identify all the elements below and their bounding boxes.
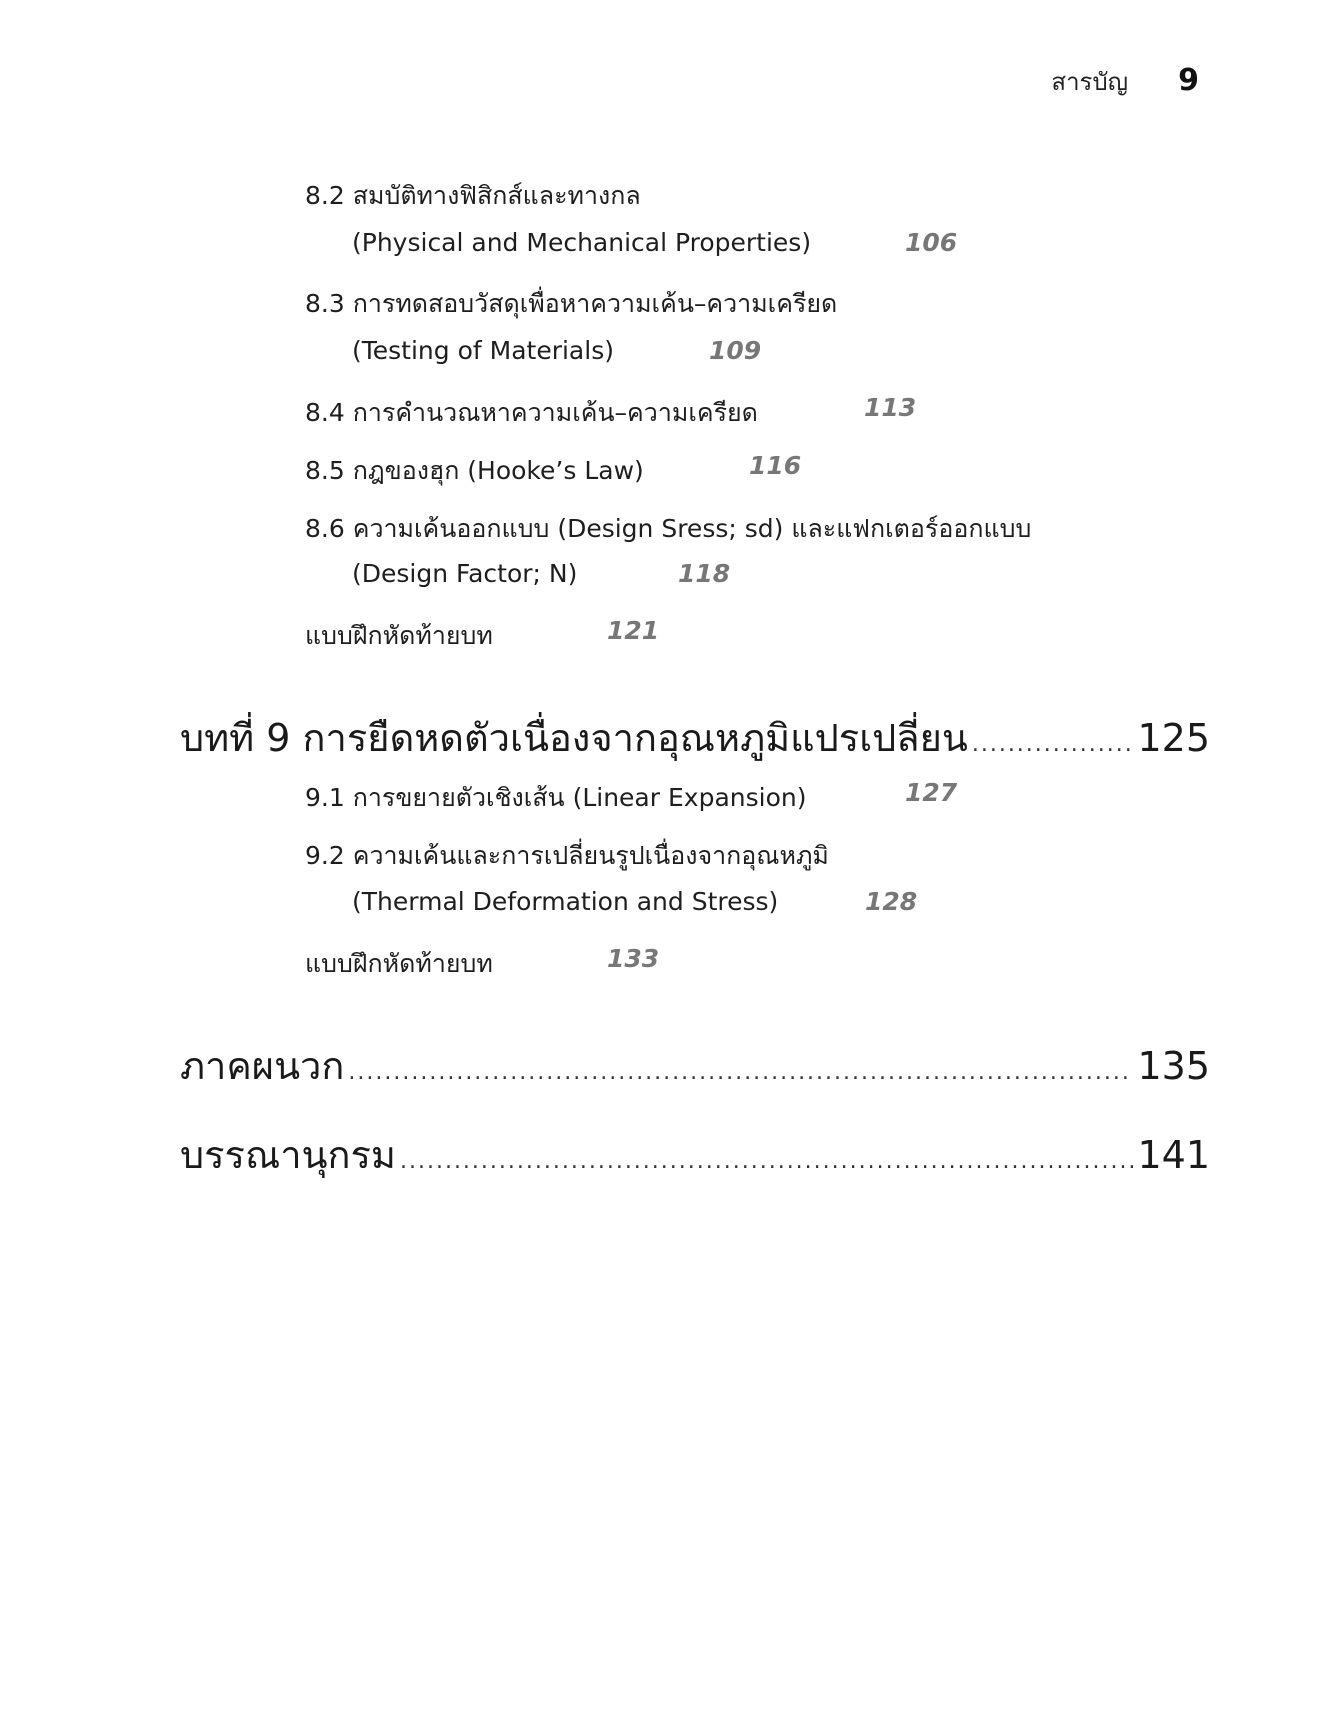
running-head-title: สารบัญ — [1051, 68, 1129, 96]
toc-entry-title-th: การทดสอบวัสดุเพื่อหาความเค้น–ความเครียด — [352, 289, 838, 318]
chapter-page: 125 — [1137, 716, 1210, 760]
toc-appendix[interactable] — [180, 1035, 1210, 1096]
toc-bibliography[interactable] — [180, 1124, 1210, 1185]
toc-entry-8-2-subtitle: (Physical and Mechanical Properties) — [352, 228, 812, 257]
toc-entry-9-2-page[interactable]: 128 — [865, 887, 918, 916]
toc-entry-number: 8.3 — [305, 289, 345, 318]
bibliography-page: 141 — [1137, 1133, 1210, 1177]
appendix-title: ภาคผนวก — [180, 1044, 345, 1088]
running-head — [1051, 62, 1199, 101]
toc-entry-title-th: ความเค้นออกแบบ (Design Sress; sd) และแฟกเตอร์ออกแบบ — [352, 514, 1032, 543]
toc-entry-8-5-page[interactable]: 116 — [749, 451, 802, 480]
toc-entry-8-2-page[interactable]: 106 — [905, 228, 958, 257]
toc-entry-9-2-subtitle: (Thermal Deformation and Stress) — [352, 887, 779, 916]
dot-leader — [972, 734, 1134, 756]
toc-entry-title-th: กฎของฮุก (Hooke’s Law) — [352, 456, 644, 485]
toc-chapter-9[interactable] — [180, 707, 1210, 768]
toc-entry-number: 8.6 — [305, 514, 345, 543]
dot-leader — [348, 1062, 1133, 1084]
toc-entry-8-6-title[interactable] — [305, 509, 1031, 549]
toc-entry-9-2-title[interactable] — [305, 836, 829, 876]
toc-entry-number: 8.2 — [305, 181, 345, 210]
toc-entry-8-4-page[interactable]: 113 — [864, 393, 917, 422]
toc-entry-exercises-8-page[interactable]: 121 — [607, 616, 660, 645]
toc-entry-title-th: สมบัติทางฟิสิกส์และทางกล — [352, 181, 641, 210]
toc-entry-number: 9.2 — [305, 841, 345, 870]
toc-entry-title-th: การขยายตัวเชิงเส้น (Linear Expansion) — [352, 783, 807, 812]
toc-entry-8-6-page[interactable]: 118 — [678, 559, 731, 588]
toc-entry-title-th: การคำนวณหาความเค้น–ความเครียด — [352, 398, 758, 427]
chapter-title: บทที่ 9 การยืดหดตัวเนื่องจากอุณหภูมิแปรเปลี่ยน — [180, 716, 968, 760]
dot-leader — [400, 1151, 1133, 1173]
toc-entry-number: 8.4 — [305, 398, 345, 427]
toc-entry-8-3-subtitle: (Testing of Materials) — [352, 336, 614, 365]
toc-entry-exercises-8[interactable]: แบบฝึกหัดท้ายบท — [305, 621, 493, 650]
toc-entry-8-4-title[interactable] — [305, 393, 758, 433]
toc-entry-number: 9.1 — [305, 783, 345, 812]
bibliography-title: บรรณานุกรม — [180, 1133, 396, 1177]
toc-entry-8-5-title[interactable] — [305, 451, 644, 491]
page-number: 9 — [1178, 63, 1199, 98]
appendix-page: 135 — [1137, 1044, 1210, 1088]
toc-entry-exercises-9-page[interactable]: 133 — [607, 944, 660, 973]
toc-entry-title-th: ความเค้นและการเปลี่ยนรูปเนื่องจากอุณหภูมิ — [352, 841, 829, 870]
toc-entry-8-3-title[interactable] — [305, 284, 837, 324]
toc-entry-8-2-title[interactable] — [305, 176, 641, 216]
toc-entry-exercises-9[interactable]: แบบฝึกหัดท้ายบท — [305, 949, 493, 978]
toc-entry-8-3-page[interactable]: 109 — [709, 336, 762, 365]
toc-entry-number: 8.5 — [305, 456, 345, 485]
toc-entry-8-6-subtitle: (Design Factor; N) — [352, 559, 578, 588]
toc-entry-9-1-page[interactable]: 127 — [905, 778, 958, 807]
toc-entry-9-1-title[interactable] — [305, 778, 806, 818]
